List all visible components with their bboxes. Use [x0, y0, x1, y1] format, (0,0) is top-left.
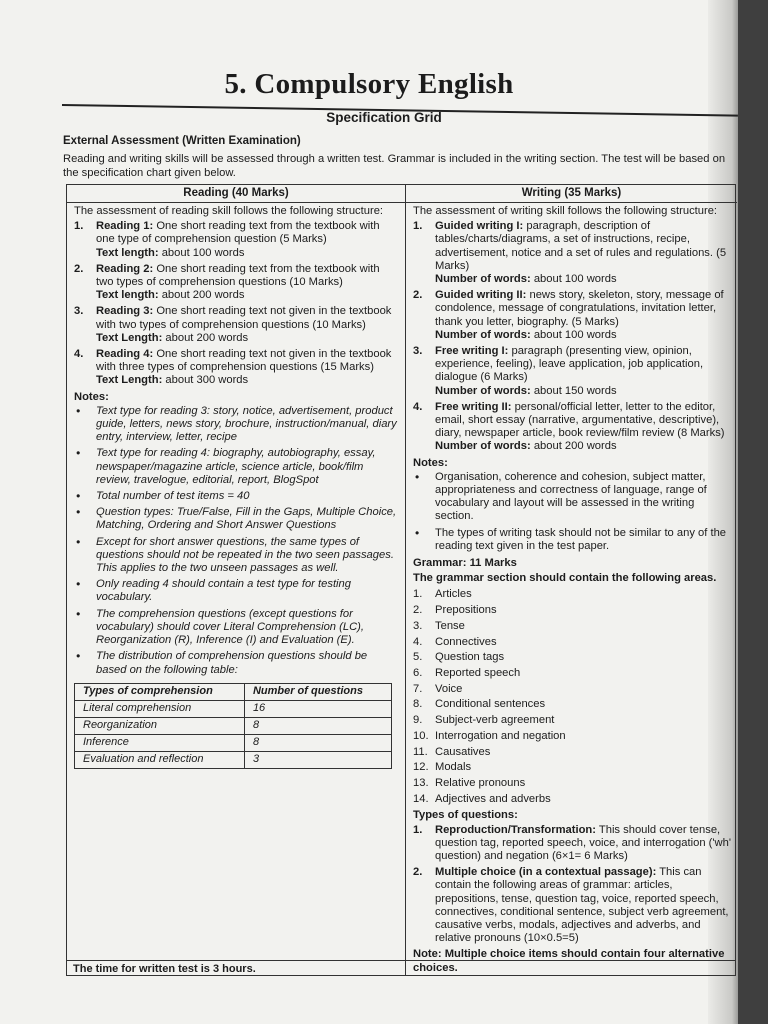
question-types-heading: Types of questions: — [413, 809, 518, 822]
final-note: Note: Multiple choice items should contain four alternative choices. — [413, 948, 725, 974]
reading-note: • Except for short answer questions, the same types of questions should not be repeated in the two seen passages. This applies to the two unseen passages as well. — [74, 536, 399, 576]
grammar-area-item — [413, 713, 733, 729]
reading-item-number: 4. — [74, 348, 84, 361]
question-type-item-number: 2. — [413, 866, 423, 879]
comprehension-table — [74, 683, 392, 769]
writing-item-number: 4. — [413, 400, 423, 413]
writing-length-value: about 200 words — [533, 440, 617, 453]
writing-item-length — [435, 273, 733, 286]
page-title: 5. Compulsory English — [224, 68, 514, 100]
specification-grid — [66, 184, 736, 976]
grammar-areas-list — [413, 587, 733, 807]
reading-heading: Reading (40 Marks) — [67, 185, 405, 203]
reading-length-value: about 300 words — [165, 374, 249, 387]
table-row — [75, 700, 392, 717]
grammar-area-number: 1. — [413, 588, 423, 601]
grammar-area-text: Tense — [435, 619, 465, 632]
grammar-area-item — [413, 760, 733, 776]
table-row — [75, 751, 392, 768]
writing-lead: The assessment of writing skill follows the following structure: — [413, 205, 718, 217]
writing-item-label: Guided writing I: — [435, 220, 524, 233]
grammar-area-text: Connectives — [435, 635, 497, 648]
reading-item — [74, 348, 399, 388]
grammar-area-item — [413, 603, 733, 619]
writing-note: • Organisation, coherence and cohesion, subject matter, appropriateness and correctness of language, range of vocabulary and layout will be assessed in the writing section. — [413, 471, 733, 524]
reading-item-text: One short reading text not given in the textbook with two types of comprehension questions (10 Marks) — [96, 305, 392, 331]
grammar-area-number: 10. — [413, 729, 429, 742]
grammar-area-text: Reported speech — [435, 667, 521, 679]
reading-note: • The comprehension questions (except questions for vocabulary) should cover Literal Comprehension (LC), Reorganization (R), Inference (I) and Evaluation (E). — [74, 608, 399, 648]
reading-item-label: Reading 1: — [96, 220, 154, 233]
writing-item-number: 1. — [413, 220, 423, 233]
grammar-area-text: Causatives — [435, 745, 491, 758]
grammar-area-item — [413, 792, 733, 808]
grammar-lead: The grammar section should contain the following areas. — [413, 572, 717, 585]
question-count-cell: 16 — [244, 700, 391, 717]
writing-item-text: news story, skeleton, story, message of condolence, message of congratulations, invitation letter, thank you letter, biography. (5 Marks) — [435, 289, 724, 328]
comprehension-type-cell: Inference — [75, 734, 245, 751]
reading-lead: The assessment of reading skill follows the following structure: — [74, 205, 384, 217]
writing-notes-heading: Notes: — [413, 456, 448, 469]
grammar-area-number: 2. — [413, 604, 423, 617]
writing-item-length — [435, 385, 733, 398]
writing-item — [413, 289, 733, 342]
grammar-area-item — [413, 587, 733, 603]
reading-item-label: Reading 2: — [96, 262, 154, 275]
writing-item — [413, 401, 733, 454]
reading-length-value: about 100 words — [161, 246, 245, 259]
grammar-area-item — [413, 729, 733, 745]
reading-items-list — [74, 220, 399, 387]
comprehension-type-cell: Reorganization — [75, 717, 245, 734]
reading-length-label: Text Length: — [96, 374, 163, 387]
grammar-area-number: 12. — [413, 761, 429, 774]
reading-item-text: One short reading text not given in the textbook with three types of comprehension questions (15 Marks) — [96, 348, 392, 374]
reading-length-label: Text Length: — [96, 331, 163, 344]
grammar-area-item — [413, 619, 733, 635]
grammar-area-number: 11. — [413, 745, 428, 758]
reading-note: • Total number of test items = 40 — [74, 490, 399, 503]
reading-length-label: Text length: — [96, 246, 159, 259]
grammar-area-text: Conditional sentences — [435, 698, 546, 711]
table-row — [75, 734, 392, 751]
grammar-area-number: 3. — [413, 619, 423, 632]
reading-notes-list — [74, 405, 399, 677]
reading-length-label: Text length: — [96, 289, 159, 302]
reading-item-number: 1. — [74, 220, 84, 233]
writing-length-value: about 100 words — [533, 328, 617, 341]
table-row — [75, 717, 392, 734]
writing-item-text: paragraph, description of tables/charts/diagrams, a set of instructions, recipe, advertisement, notice and a set of rules and regulations. (5 Marks) — [435, 220, 727, 272]
writing-item-label: Guided writing II: — [435, 289, 527, 302]
reading-item-label: Reading 3: — [96, 305, 154, 318]
question-type-item — [413, 824, 733, 864]
grammar-area-item — [413, 666, 733, 682]
question-type-item-text: This can contain the following areas of grammar: articles, prepositions, tense, question tag, voice, reported speech, connectives, conditional sentence, subject verb agreement, causative verbs, modals, adjectives and adverbs, and relative pronouns (10×0.5=5) — [435, 866, 729, 945]
question-count-cell: 3 — [244, 751, 391, 768]
grammar-heading: Grammar: 11 Marks — [413, 557, 517, 570]
question-type-item — [413, 866, 733, 945]
writing-column — [406, 185, 737, 975]
writing-item-number: 3. — [413, 345, 423, 358]
writing-item-length — [435, 440, 733, 453]
writing-item-text: personal/official letter, letter to the editor, email, short essay (narrative, argumentative, descriptive), diary, newspaper article, book review/film review (8 Marks) — [435, 400, 725, 440]
grammar-area-text: Interrogation and negation — [435, 729, 566, 742]
reading-note: • Question types: True/False, Fill in the Gaps, Multiple Choice, Matching, Ordering and Short Answer Questions — [74, 506, 399, 532]
grammar-area-number: 4. — [413, 635, 423, 648]
reading-column — [67, 185, 405, 769]
grammar-area-number: 9. — [413, 714, 423, 727]
reading-item — [74, 305, 399, 345]
writing-note: • The types of writing task should not be similar to any of the reading text given in the test paper. — [413, 527, 733, 553]
writing-length-label: Number of words: — [435, 384, 531, 397]
assessment-heading: External Assessment (Written Examination) — [63, 135, 301, 147]
grammar-area-text: Adjectives and adverbs — [435, 792, 551, 805]
writing-items-list — [413, 220, 733, 453]
table-header-type: Types of comprehension — [75, 683, 245, 700]
reading-item-text: One short reading text from the textbook with two types of comprehension questions (10 Marks) — [96, 262, 380, 289]
writing-item — [413, 345, 733, 398]
grammar-area-item — [413, 635, 733, 651]
writing-length-value: about 100 words — [533, 273, 617, 286]
writing-length-value: about 150 words — [533, 384, 617, 397]
reading-item-length — [96, 374, 399, 387]
reading-item — [74, 220, 399, 260]
question-count-cell: 8 — [244, 717, 391, 734]
reading-item-length — [96, 332, 399, 345]
reading-item-length — [96, 289, 399, 302]
grammar-area-number: 13. — [413, 776, 429, 789]
question-count-cell: 8 — [244, 734, 391, 751]
reading-note: • Only reading 4 should contain a test type for testing vocabulary. — [74, 578, 399, 604]
question-types-list — [413, 824, 733, 946]
grammar-area-text: Articles — [435, 588, 472, 601]
grammar-area-text: Relative pronouns — [435, 776, 526, 789]
page-subtitle: Specification Grid — [326, 110, 442, 125]
table-header-row — [75, 683, 392, 700]
grammar-area-text: Modals — [435, 761, 472, 774]
reading-length-value: about 200 words — [161, 289, 245, 302]
reading-item-number: 3. — [74, 305, 84, 318]
comprehension-type-cell: Evaluation and reflection — [75, 751, 245, 768]
footer-rule — [67, 960, 735, 961]
reading-notes-heading: Notes: — [74, 390, 109, 403]
grammar-area-item — [413, 650, 733, 666]
writing-item — [413, 220, 733, 286]
grammar-area-number: 5. — [413, 651, 423, 664]
footer-text: The time for written test is 3 hours. — [73, 963, 256, 975]
grammar-area-text: Subject-verb agreement — [435, 714, 555, 727]
grammar-area-item — [413, 745, 733, 761]
comprehension-table-body — [75, 700, 392, 768]
reading-note: • Text type for reading 4: biography, autobiography, essay, newspaper/magazine article, science article, book/film review, travelogue, editorial, report, BlogSpot — [74, 447, 399, 487]
reading-item-text: One short reading text from the textbook with one type of comprehension question (5 Marks) — [96, 220, 380, 246]
question-type-item-number: 1. — [413, 823, 423, 836]
writing-item-length — [435, 329, 733, 342]
writing-item-label: Free writing I: — [435, 345, 509, 358]
grammar-area-item — [413, 776, 733, 792]
grammar-area-item — [413, 682, 733, 698]
question-type-item-label: Multiple choice (in a contextual passage): — [435, 866, 657, 879]
grammar-area-item — [413, 697, 733, 713]
reading-item-label: Reading 4: — [96, 348, 154, 361]
question-type-item-text: This should cover tense, question tag, reported speech, voice, and interrogation ('wh' question) and negation (6×1= 6 Marks) — [435, 823, 731, 862]
grammar-area-text: Voice — [435, 682, 463, 695]
reading-length-value: about 200 words — [165, 331, 249, 344]
reading-item-length — [96, 247, 399, 260]
grammar-area-number: 14. — [413, 792, 429, 805]
writing-item-text: paragraph (presenting view, opinion, experience, feeling), leave application, job application, dialogue (6 Marks) — [435, 345, 704, 384]
grammar-area-number: 8. — [413, 698, 423, 711]
writing-length-label: Number of words: — [435, 328, 531, 341]
writing-item-number: 2. — [413, 289, 423, 302]
reading-note: • Text type for reading 3: story, notice, advertisement, product guide, letters, news story, brochure, instruction/manual, diary entry, interview, letter, recipe — [74, 405, 399, 445]
table-header-count: Number of questions — [244, 683, 391, 700]
grammar-area-number: 7. — [413, 682, 423, 695]
writing-heading: Writing (35 Marks) — [406, 185, 737, 203]
reading-item-number: 2. — [74, 262, 84, 275]
question-type-item-label: Reproduction/Transformation: — [435, 823, 596, 836]
reading-note: • The distribution of comprehension questions should be based on the following table: — [74, 650, 399, 676]
reading-item — [74, 263, 399, 303]
grammar-area-text: Question tags — [435, 651, 505, 664]
writing-notes-list — [413, 471, 733, 553]
writing-item-label: Free writing II: — [435, 400, 512, 413]
grammar-area-number: 6. — [413, 667, 423, 679]
intro-section — [63, 134, 743, 181]
intro-text: Reading and writing skills will be assessed through a written test. Grammar is included in the writing section. The test will be based on the specification chart given below. — [63, 152, 726, 179]
writing-length-label: Number of words: — [435, 440, 531, 453]
grammar-area-text: Prepositions — [435, 604, 497, 617]
writing-length-label: Number of words: — [435, 273, 531, 286]
comprehension-type-cell: Literal comprehension — [75, 700, 245, 717]
